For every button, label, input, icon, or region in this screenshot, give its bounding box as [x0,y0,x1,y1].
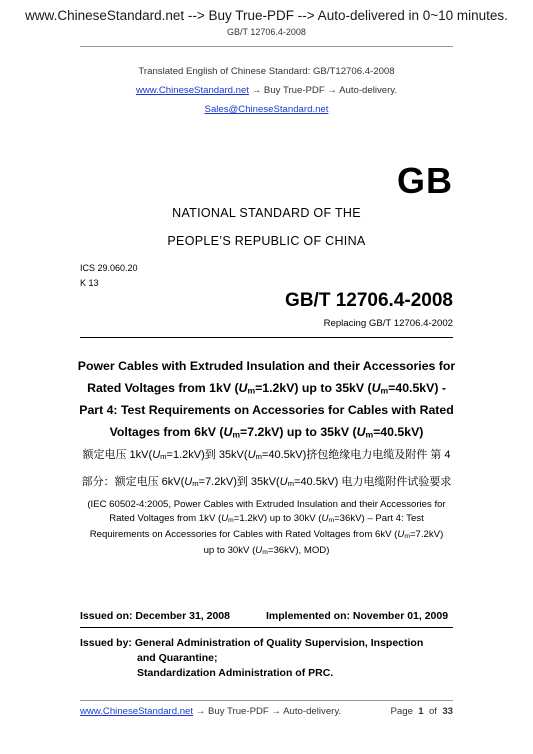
translated-line: Translated English of Chinese Standard: GB/T12706.4-2008 [138,66,395,77]
email-link[interactable]: Sales@ChineseStandard.net [204,104,329,115]
header-banner: www.ChineseStandard.net --> Buy True-PDF --> Auto-delivered in 0~10 minutes. [25,8,508,23]
issued-by-line3: Standardization Administration of PRC. [137,667,334,679]
header-code: GB/T 12706.4-2008 [227,27,306,37]
chinese-title-line1: 额定电压 $1kV(U_m=1.2kV)$到 $35kV(U_m=40.5kV)$挤包绝缘电力电缆及附件 第 4 [82,449,451,462]
title-line2: Rated Voltages from 1kV $(U_m=1.2kV)$ up to 35kV $(U_m=40.5kV)$ - [87,381,446,396]
footer-suffix: → Buy True-PDF → Auto-delivery. [193,706,342,717]
ics-code: ICS 29.060.20 [80,263,138,273]
header-divider [80,46,453,47]
footer-left [80,706,341,717]
page-number: 1 [418,706,424,717]
title-line1: Power Cables with Extruded Insulation and their Accessories for [77,359,456,373]
title-line4: Voltages from 6kV $(U_m=7.2kV)$ up to 35kV $(U_m=40.5kV)$ [109,425,424,440]
page-total: 33 [442,706,453,717]
national-line1: NATIONAL STANDARD OF THE [172,206,361,220]
k-code: K 13 [80,278,99,288]
issued-by-line1: Issued by: General Administration of Quality Supervision, Inspection [80,637,424,649]
issued-on: Issued on: December 31, 2008 [80,610,230,622]
title-divider [80,337,453,338]
dates-divider [80,627,453,628]
chinese-title-line2: 部分：额定电压 $6kV(U_m=7.2kV)$到 $35kV(U_m=40.5kV)$ 电力电缆附件试验要求 [81,476,452,489]
page-indicator: Page 1 of 33 [390,706,453,717]
standard-number: GB/T 12706.4-2008 [285,290,453,311]
site-suffix: → Buy True-PDF → Auto-delivery. [249,85,398,96]
iec-reference: (IEC 60502-4:2005, Power Cables with Extruded Insulation and their Accessories for Rated Voltages from 1kV $(U_m=1.2kV)$ up to 30kV $(U_m=36kV)$ – Part 4: Test Requirements on Accessories for Cables with Rated Voltages from 6kV $(U_m=7.2kV)$ up to 30kV $(U_m=36kV)$, MOD) [87,499,446,556]
email-line [0,104,533,115]
footer-divider [80,700,453,701]
implemented-on: Implemented on: November 01, 2009 [266,610,449,622]
site-link[interactable]: www.ChineseStandard.net [135,85,249,96]
issued-by-line2: and Quarantine; [137,652,218,664]
title-line3: Part 4: Test Requirements on Accessories for Cables with Rated [79,403,454,417]
national-line2: PEOPLE’S REPUBLIC OF CHINA [167,234,366,248]
site-line [0,85,533,96]
replacing-line: Replacing GB/T 12706.4-2002 [323,318,453,329]
footer-link[interactable]: www.ChineseStandard.net [80,706,194,717]
gb-mark: GB [397,160,453,201]
